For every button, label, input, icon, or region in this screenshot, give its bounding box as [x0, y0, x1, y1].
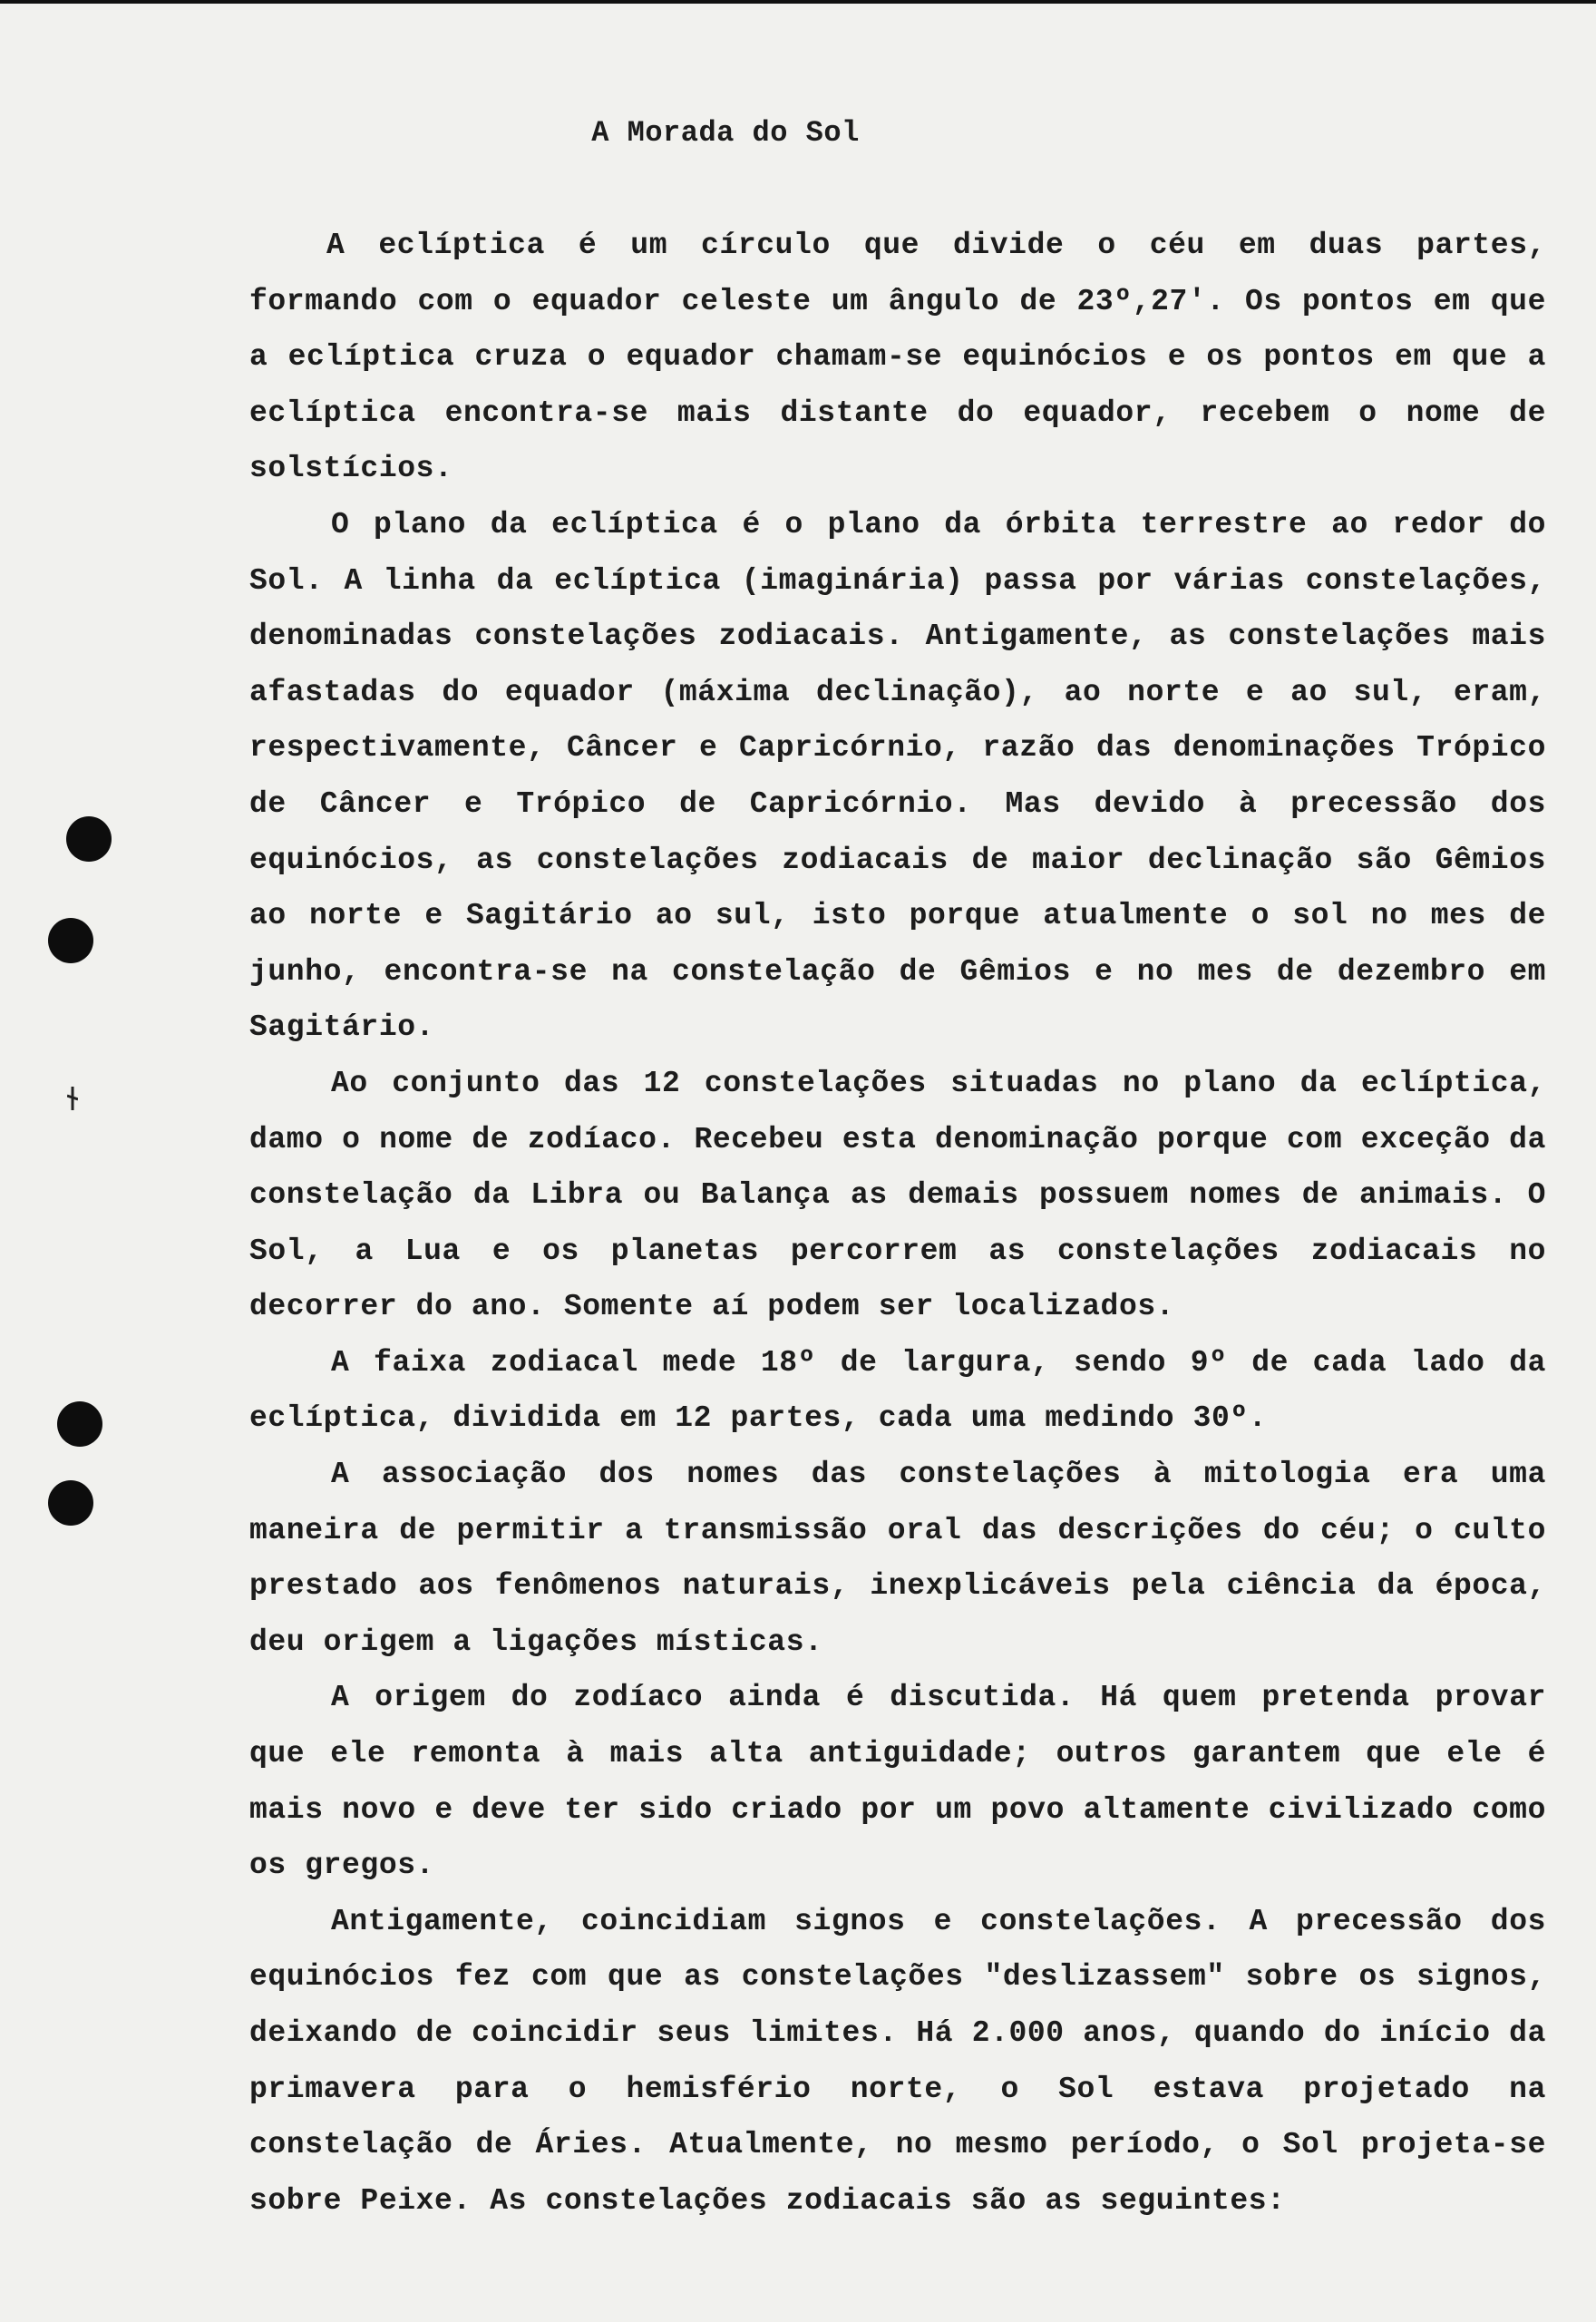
paragraph: O plano da eclíptica é o plano da órbita terrestre ao redor do Sol. A linha da eclíptica (imaginária) passa por várias constelações, denominadas constelações zodiacais. Antigamente, as constelações mais afastadas do equador (máxima declinação), ao norte e ao sul, eram, respectivamente, Câncer e Capricórnio, razão das denominações Trópico de Câncer e Trópico de Capricórnio. Mas devido à precessão dos equinócios, as constelações zodiacais de maior declinação são Gêmios ao norte e Sagitário ao sul, isto porque atualmente o sol no mes de junho, encontra-se na constelação de Gêmios e no mes de dezembro em Sagitário.: [249, 507, 1546, 1045]
paragraph: A associação dos nomes das constelações à mitologia era uma maneira de permitir a transmissão oral das descrições do céu; o culto prestado aos fenômenos naturais, inexplicáveis pela ciência da época, deu origem a ligações místicas.: [249, 1458, 1546, 1659]
paragraph: A faixa zodiacal mede 18º de largura, sendo 9º de cada lado da eclíptica, dividida em 12 partes, cada uma medindo 30º.: [249, 1345, 1546, 1436]
paragraph: A origem do zodíaco ainda é discutida. Há quem pretenda provar que ele remonta à mais alta antiguidade; outros garantem que ele é mais novo e deve ter sido criado por um povo altamente civilizado como os gregos.: [249, 1681, 1546, 1883]
document-body: [249, 218, 1546, 2229]
paragraph: Antigamente, coincidiam signos e constelações. A precessão dos equinócios fez com que as constelações "deslizassem" sobre os signos, deixando de coincidir seus limites. Há 2.000 anos, quando do início da primavera para o hemisfério norte, o Sol estava projetado na constelação de Áries. Atualmente, no mesmo período, o Sol projeta-se sobre Peixe. As constelações zodiacais são as seguintes:: [249, 1904, 1546, 2218]
paragraph: Ao conjunto das 12 constelações situadas no plano da eclíptica, damo o nome de zodíaco. Recebeu esta denominação porque com exceção da constelação da Libra ou Balança as demais possuem nomes de animais. O Sol, a Lua e os planetas percorrem as constelações zodiacais no decorrer do ano. Somente aí podem ser localizados.: [249, 1066, 1546, 1324]
paragraph: A eclíptica é um círculo que divide o céu em duas partes, formando com o equador celeste um ângulo de 23º,27'. Os pontos em que a eclíptica cruza o equador chamam-se equinócios e os pontos em que a eclíptica encontra-se mais distante do equador, recebem o nome de solstícios.: [249, 229, 1546, 486]
document-title: A Morada do Sol: [591, 116, 860, 150]
